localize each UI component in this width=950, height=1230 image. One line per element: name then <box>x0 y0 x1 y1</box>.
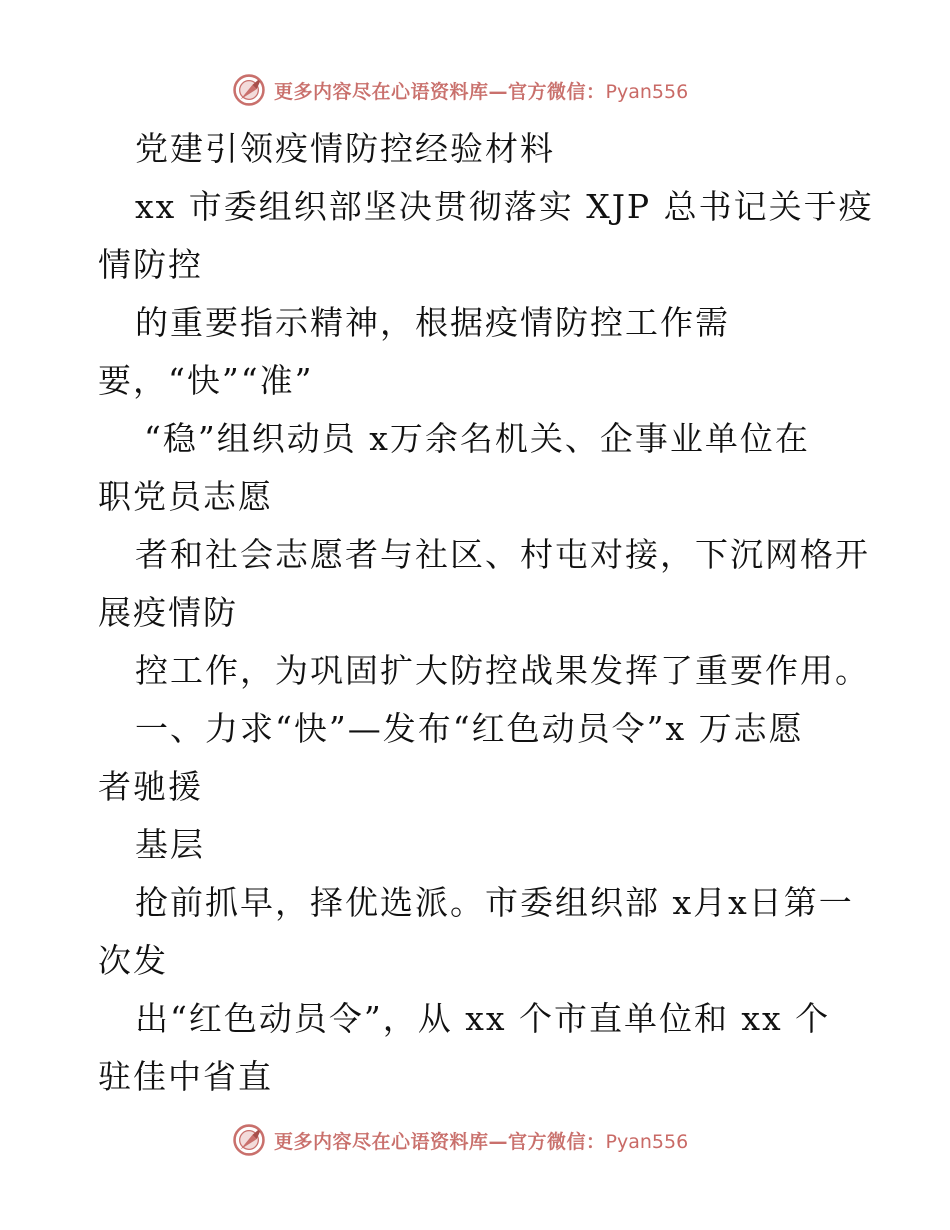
section-heading: 一、力求“快”—发布“红色动员令”x 万志愿 <box>135 709 804 748</box>
text-line: 驻佳中省直 <box>98 1057 273 1096</box>
text-line: xx 市委组织部坚决贯彻落实 XJP 总书记关于疫 <box>135 187 874 226</box>
text-line: 基层 <box>135 825 205 864</box>
document-body <box>98 120 874 1106</box>
text-line: 抢前抓早，择优选派。市委组织部 x月x日第一 <box>135 883 854 922</box>
text-line: “稳”组织动员 x万余名机关、企事业单位在 <box>144 419 810 458</box>
watermark-text <box>274 1127 688 1154</box>
footer-watermark <box>232 1120 688 1160</box>
text-line: 情防控 <box>98 245 203 284</box>
text-line: 控工作，为巩固扩大防控战果发挥了重要作用。 <box>135 651 870 690</box>
pen-nib-logo-icon <box>232 73 266 107</box>
watermark-brand: 更多内容尽在心语资料库—官方微信： <box>274 1130 606 1153</box>
pen-nib-logo-icon <box>232 1123 266 1157</box>
text-line: 者驰援 <box>98 767 203 806</box>
watermark-brand: 更多内容尽在心语资料库—官方微信： <box>274 80 606 103</box>
text-line: 次发 <box>98 941 168 980</box>
text-line: 者和社会志愿者与社区、村屯对接，下沉网格开 <box>135 535 870 574</box>
text-line: 出“红色动员令”，从 xx 个市直单位和 xx 个 <box>135 999 831 1038</box>
header-watermark <box>232 70 688 110</box>
text-line: 要，“快”“准” <box>98 361 314 400</box>
document-title: 党建引领疫情防控经验材料 <box>135 129 555 168</box>
text-line: 职党员志愿 <box>98 477 273 516</box>
watermark-text <box>274 77 688 104</box>
text-line: 的重要指示精神，根据疫情防控工作需 <box>135 303 730 342</box>
text-line: 展疫情防 <box>98 593 238 632</box>
watermark-wechat-id: Pyan556 <box>605 1130 689 1153</box>
watermark-wechat-id: Pyan556 <box>605 80 689 103</box>
